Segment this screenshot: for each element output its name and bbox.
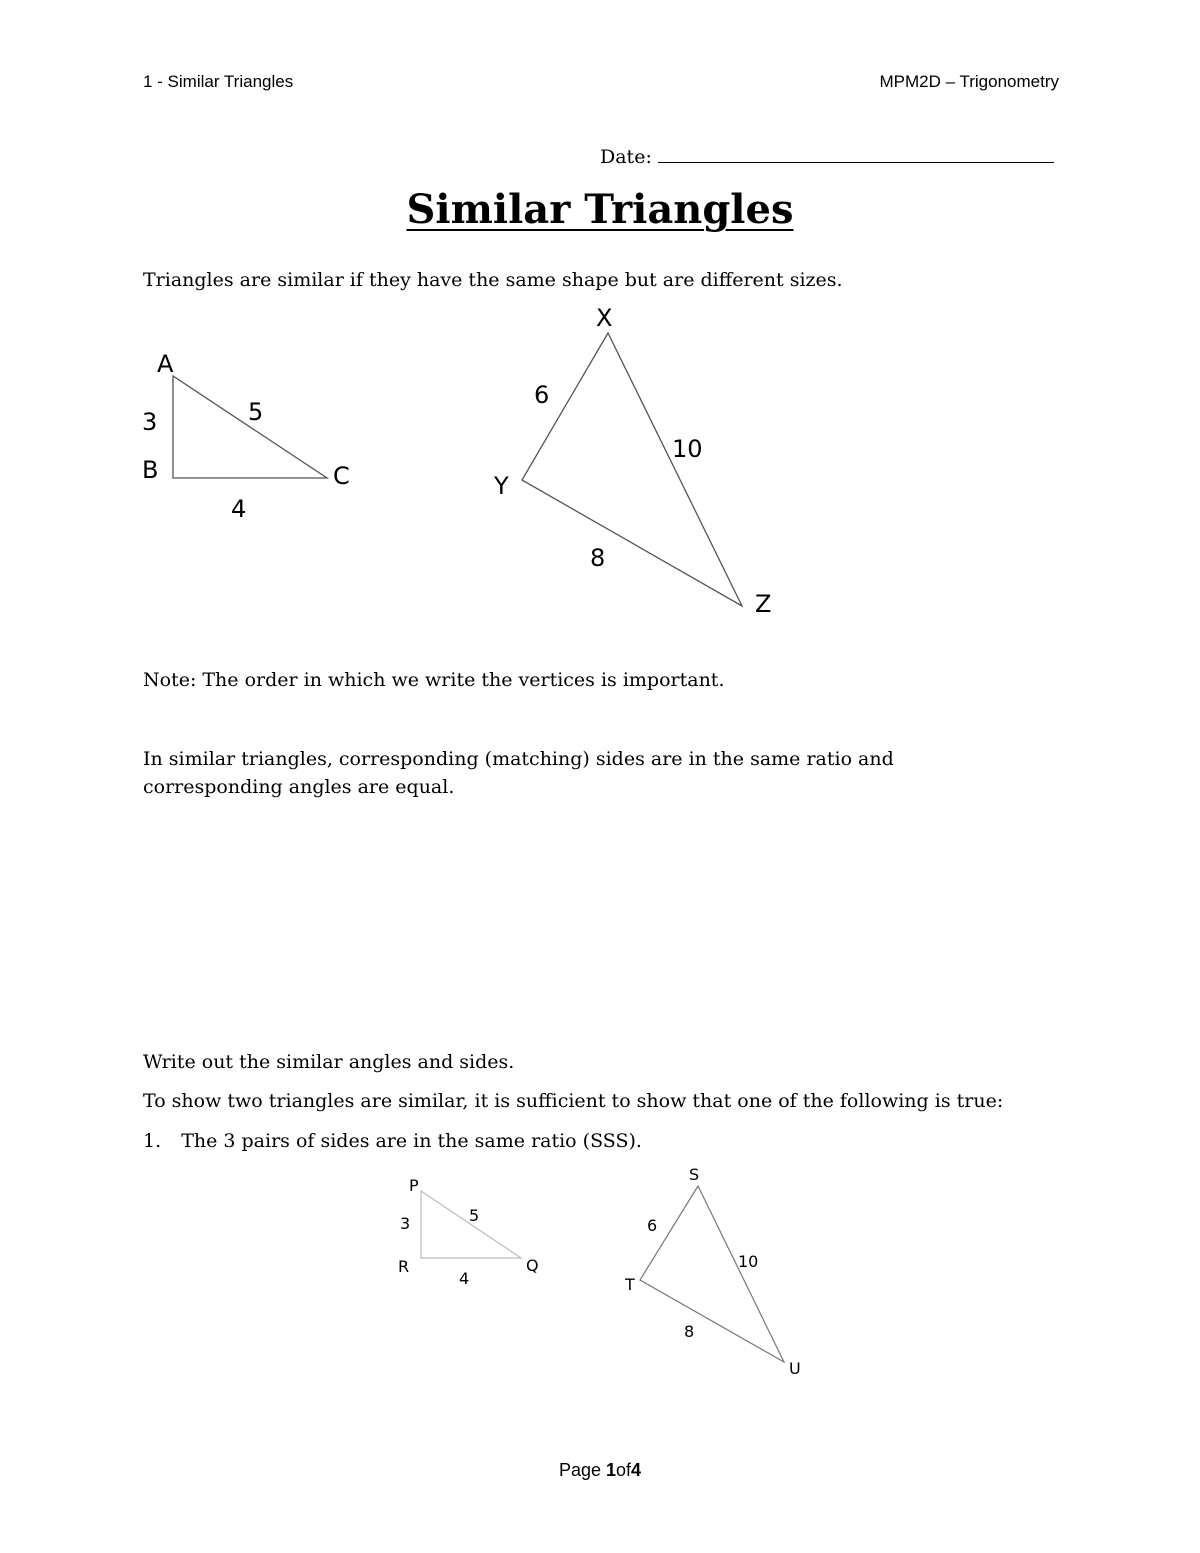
- side-tu-label: 8: [684, 1322, 695, 1341]
- vertex-p-label: P: [409, 1176, 419, 1195]
- side-rq-label: 4: [459, 1269, 470, 1288]
- side-ab-label: 3: [142, 408, 158, 436]
- triangle-stu-shape: [640, 1186, 784, 1362]
- footer-page-total: 4: [631, 1460, 642, 1480]
- vertex-u-label: U: [789, 1359, 801, 1378]
- side-xz-label: 10: [672, 435, 703, 463]
- list-item-text: The 3 pairs of sides are in the same ratio (SSS).: [181, 1130, 642, 1152]
- side-ac-label: 5: [248, 398, 264, 426]
- side-su-label: 10: [738, 1252, 759, 1271]
- footer-page-number: 1: [606, 1460, 617, 1480]
- vertex-b-label: B: [142, 456, 159, 484]
- side-xy-label: 6: [534, 381, 550, 409]
- side-pr-label: 3: [400, 1214, 411, 1233]
- vertex-q-label: Q: [526, 1256, 539, 1275]
- similar-rule-line-1: In similar triangles, corresponding (matching) sides are in the same ratio and: [143, 748, 894, 770]
- page-footer: [0, 1460, 1200, 1481]
- side-bc-label: 4: [231, 495, 247, 523]
- triangle-xyz: [493, 304, 771, 618]
- vertex-s-label: S: [689, 1165, 700, 1184]
- header-left: 1 - Similar Triangles: [143, 72, 294, 91]
- footer-page-word: Page: [558, 1460, 601, 1480]
- header-right: MPM2D – Trigonometry: [879, 72, 1059, 91]
- side-st-label: 6: [647, 1216, 658, 1235]
- footer-of-word: of: [616, 1460, 632, 1480]
- similar-rule-line-2: corresponding angles are equal.: [143, 776, 455, 798]
- list-item-sss: [143, 1127, 642, 1155]
- vertex-r-label: R: [398, 1257, 410, 1276]
- intro-text: Triangles are similar if they have the same shape but are different sizes.: [143, 269, 843, 291]
- side-pq-label: 5: [469, 1206, 480, 1225]
- list-item-number: 1.: [143, 1130, 162, 1152]
- triangle-abc: [142, 350, 350, 523]
- triangle-stu: [624, 1165, 801, 1378]
- note-text: Note: The order in which we write the vertices is important.: [143, 669, 725, 691]
- side-yz-label: 8: [590, 544, 606, 572]
- triangle-abc-shape: [173, 376, 327, 478]
- sufficient-condition-text: To show two triangles are similar, it is sufficient to show that one of the following is true:: [143, 1090, 1004, 1112]
- vertex-a-label: A: [157, 350, 174, 378]
- page-title: Similar Triangles: [406, 186, 794, 233]
- vertex-c-label: C: [333, 462, 350, 490]
- write-out-instruction: Write out the similar angles and sides.: [143, 1051, 515, 1073]
- triangle-xyz-shape: [522, 333, 742, 606]
- vertex-y-label: Y: [494, 472, 509, 500]
- date-label: Date:: [600, 146, 652, 168]
- triangle-pqr: [398, 1176, 539, 1288]
- vertex-t-label: T: [625, 1275, 635, 1294]
- vertex-z-label: Z: [755, 590, 772, 618]
- vertex-x-label: X: [596, 304, 613, 332]
